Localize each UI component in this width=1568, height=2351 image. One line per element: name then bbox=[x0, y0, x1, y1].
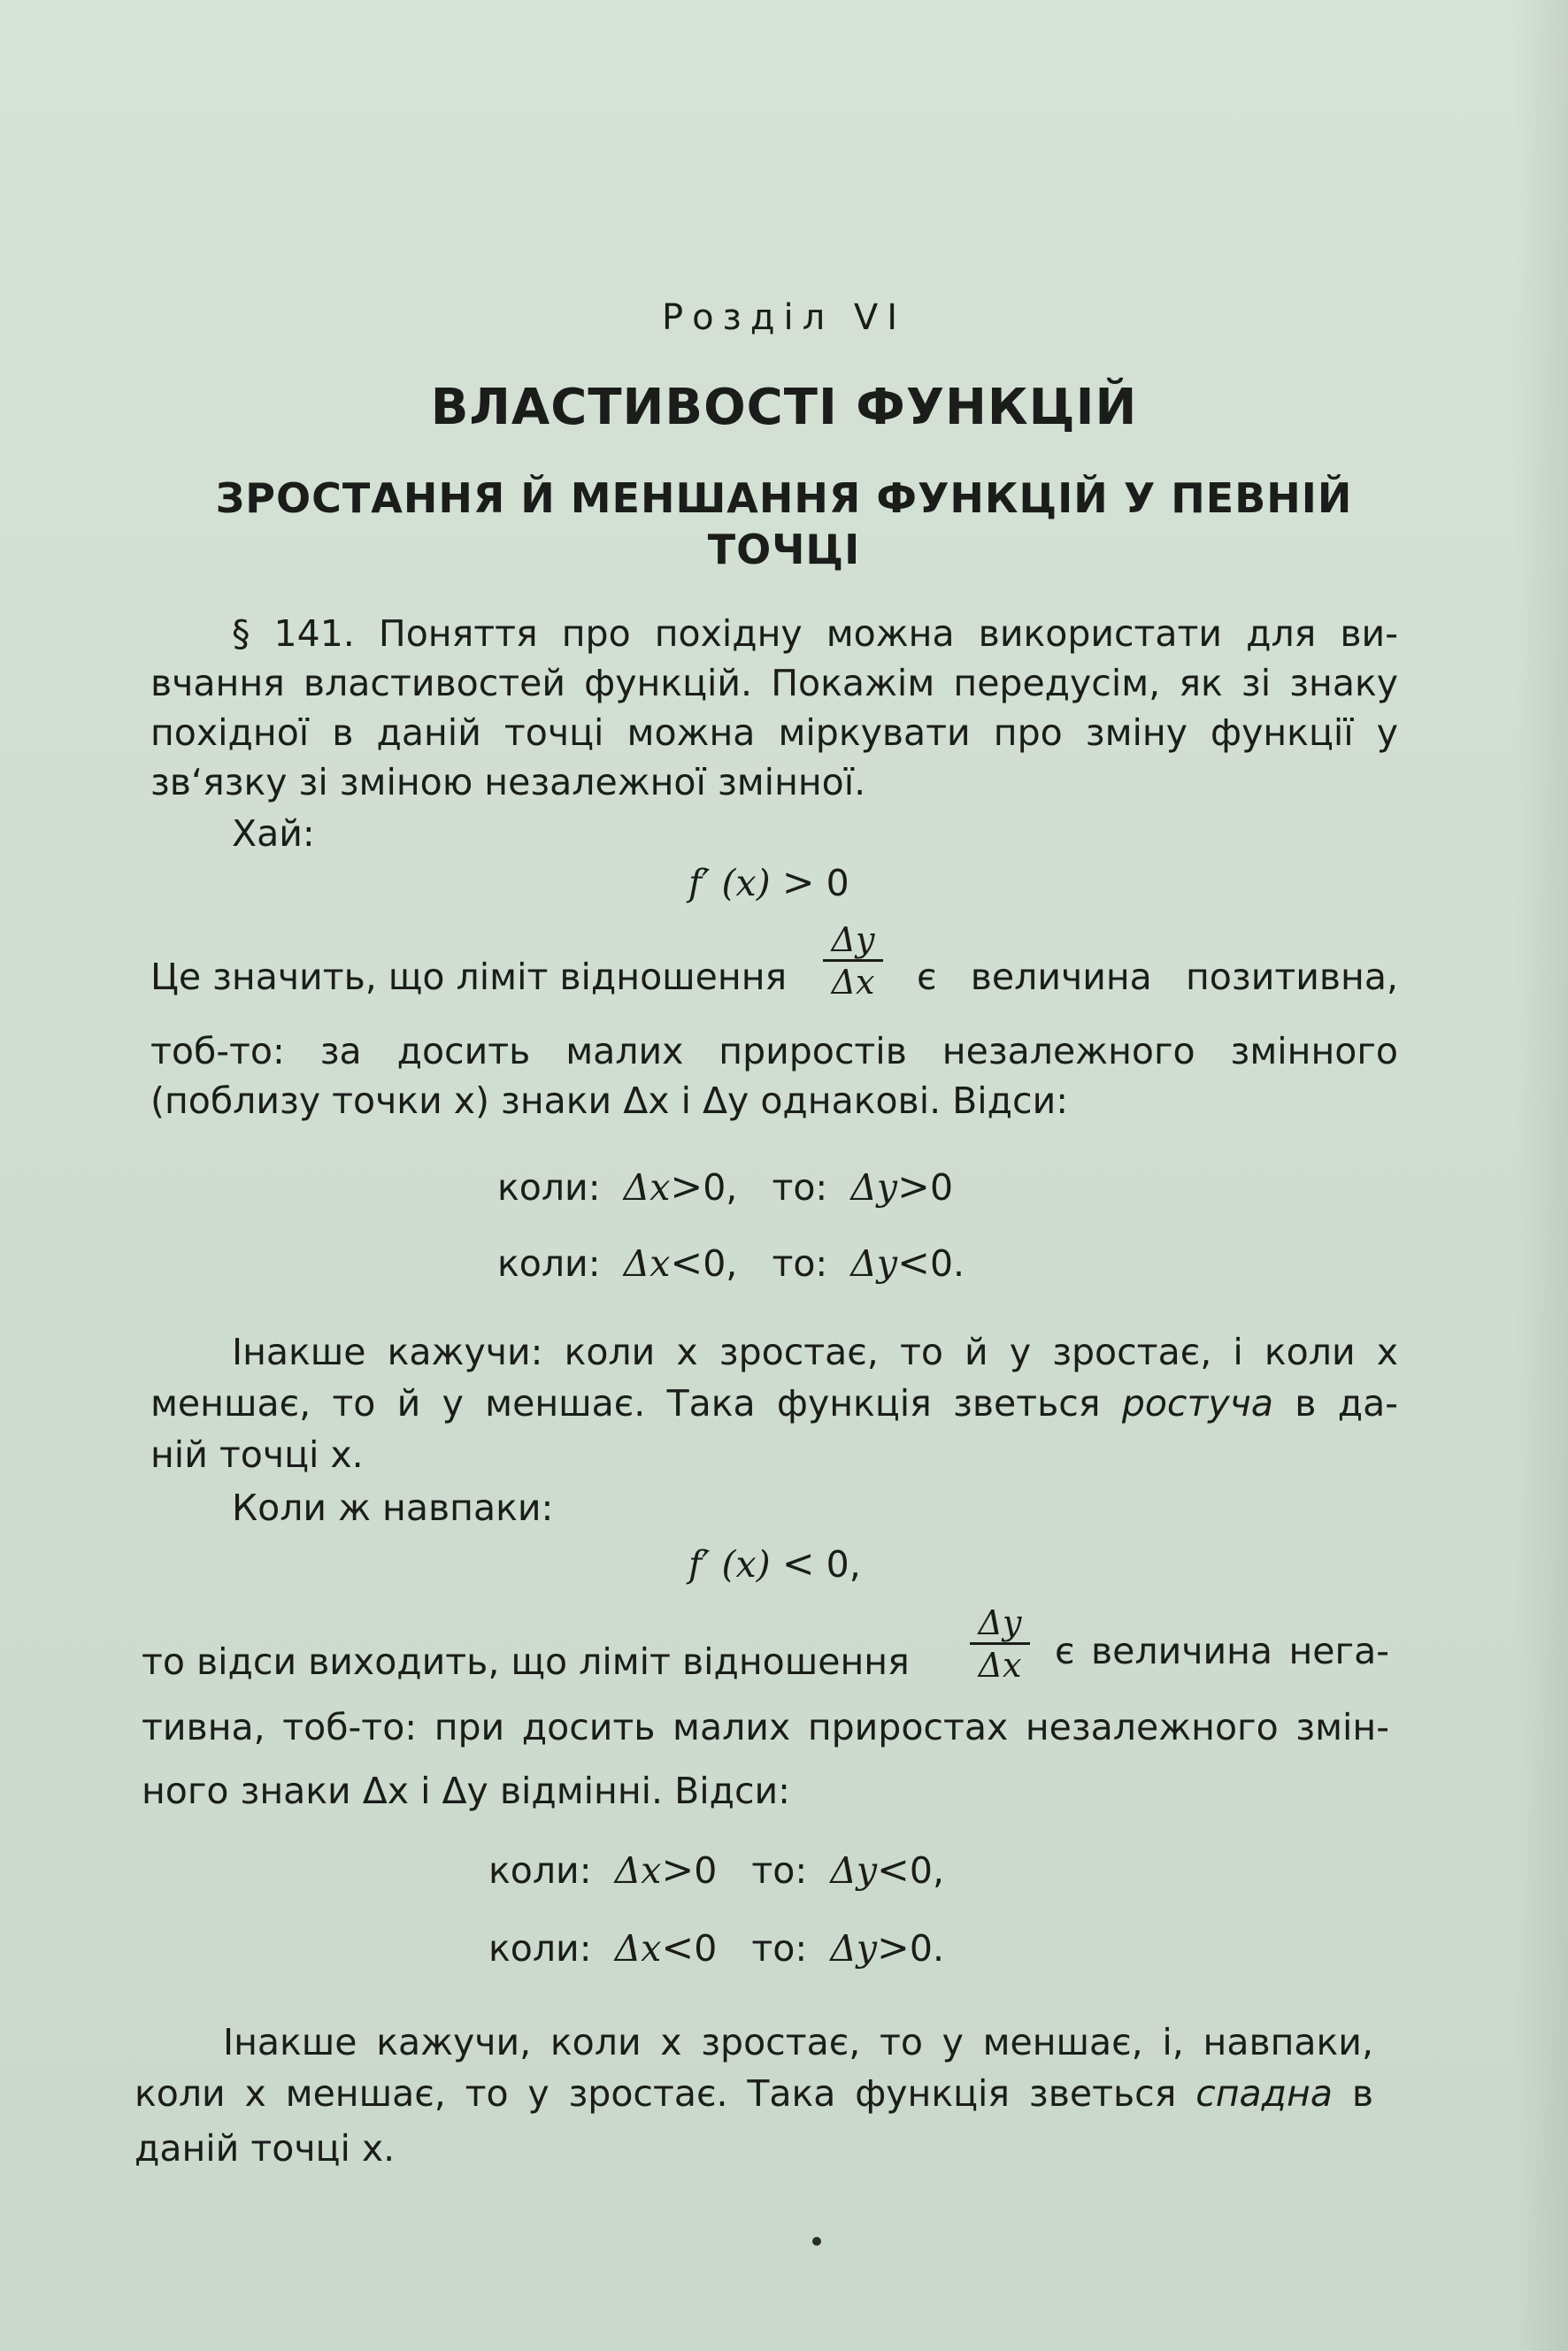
case-v2: 0, bbox=[909, 1849, 945, 1892]
para5-line3: даній точці x. bbox=[135, 2127, 396, 2170]
case-op2: > bbox=[897, 1164, 930, 1210]
para2-line1-after: є величина позитивна, bbox=[917, 956, 1398, 998]
para4-line1-before: то відси виходить, що ліміт відношення bbox=[142, 1640, 910, 1683]
para1-line1: § 141. Поняття про похідну можна використати для ви- bbox=[232, 612, 1398, 655]
case-row-2 bbox=[497, 1241, 965, 1286]
case-op2: < bbox=[897, 1241, 930, 1286]
formula-lhs: f′ (x) bbox=[688, 862, 771, 904]
para1-line3: похідної в даній точці можна міркувати про зміну функції у bbox=[150, 711, 1398, 754]
formula-op: < bbox=[781, 1541, 815, 1587]
fraction-denominator: Δx bbox=[978, 1646, 1022, 1685]
case-op2: > bbox=[877, 1925, 910, 1971]
para1-line4: зв‘язку зі зміною незалежної змінної. bbox=[150, 761, 866, 803]
case-when: коли: bbox=[488, 1849, 592, 1892]
para5-line2 bbox=[135, 2069, 1373, 2118]
case-row-4 bbox=[488, 1925, 944, 1971]
case-then: то: bbox=[751, 1927, 808, 1970]
case-then: то: bbox=[772, 1242, 828, 1285]
term-decreasing: спадна bbox=[1195, 2072, 1333, 2115]
case-v2: 0 bbox=[929, 1166, 954, 1209]
let-label: Хай: bbox=[232, 812, 315, 855]
para3-line2-post: в да- bbox=[1295, 1382, 1398, 1425]
case-then: то: bbox=[772, 1166, 828, 1209]
case-op1: > bbox=[670, 1164, 703, 1210]
chapter-title: ВЛАСТИВОСТІ ФУНКЦІЙ bbox=[430, 379, 1138, 436]
para4-line1-after: є величина нега- bbox=[1055, 1630, 1389, 1672]
para3-line1: Інакше кажучи: коли x зростає, то й y зростає, і коли x bbox=[232, 1331, 1398, 1373]
case-rhs: Δy bbox=[830, 1927, 878, 1970]
fraction-numerator: Δy bbox=[831, 920, 875, 959]
case-rhs: Δy bbox=[850, 1242, 898, 1285]
chapter-label: Розділ VI bbox=[661, 297, 907, 338]
section-title-line2: ТОЧЦІ bbox=[707, 526, 861, 573]
para5-line2-pre: коли x меншає, то y зростає. Така функція зветься bbox=[135, 2072, 1177, 2115]
case-op1: > bbox=[661, 1848, 695, 1893]
case-v1: 0, bbox=[703, 1166, 738, 1209]
case-when: коли: bbox=[497, 1242, 601, 1285]
case-rhs: Δy bbox=[830, 1849, 878, 1892]
case-when: коли: bbox=[488, 1927, 592, 1970]
case-then: то: bbox=[751, 1849, 808, 1892]
case-op2: < bbox=[877, 1848, 910, 1893]
fraction-denominator: Δx bbox=[831, 963, 875, 1002]
page-edge-shadow bbox=[1515, 0, 1568, 2351]
formula-derivative-positive bbox=[688, 860, 849, 905]
case-v1: 0 bbox=[694, 1927, 718, 1970]
print-speck bbox=[812, 2237, 821, 2246]
case-row-3 bbox=[488, 1848, 944, 1893]
para3-line2-pre: меншає, то й y меншає. Така функція зветься bbox=[150, 1382, 1101, 1425]
fraction-dy-dx bbox=[821, 920, 885, 1003]
para4-line2: тивна, тоб-то: при досить малих приростах незалежного змін- bbox=[142, 1706, 1389, 1748]
para3-line2 bbox=[150, 1379, 1398, 1428]
para3-line3: ній точці x. bbox=[150, 1433, 364, 1476]
case-lhs: Δx bbox=[614, 1927, 662, 1970]
case-v2: 0. bbox=[909, 1927, 945, 1970]
para4-line3: ного знаки Δx і Δy відмінні. Відси: bbox=[142, 1770, 790, 1812]
formula-lhs: f′ (x) bbox=[688, 1543, 771, 1586]
para2-line3: (поблизу точки x) знаки Δx і Δy однакові. Відси: bbox=[150, 1079, 1069, 1122]
case-lhs: Δx bbox=[623, 1242, 671, 1285]
conversely-label: Коли ж навпаки: bbox=[232, 1487, 554, 1529]
case-v1: 0 bbox=[694, 1849, 718, 1892]
para2-line2: тоб-то: за досить малих приростів незалежного змінного bbox=[150, 1030, 1398, 1072]
fraction-numerator: Δy bbox=[978, 1603, 1022, 1642]
case-v2: 0. bbox=[929, 1242, 965, 1285]
case-when: коли: bbox=[497, 1166, 601, 1209]
case-row-1 bbox=[497, 1164, 953, 1210]
case-lhs: Δx bbox=[614, 1849, 662, 1892]
formula-rhs: 0, bbox=[826, 1543, 861, 1586]
formula-derivative-negative bbox=[688, 1541, 861, 1587]
fraction-dy-dx-2 bbox=[968, 1603, 1032, 1686]
case-op1: < bbox=[670, 1241, 703, 1286]
formula-rhs: 0 bbox=[826, 862, 849, 904]
para2-line1-before: Це значить, що ліміт відношення bbox=[150, 956, 788, 998]
section-title-line1: ЗРОСТАННЯ Й МЕНШАННЯ ФУНКЦІЙ У ПЕВНІЙ bbox=[215, 474, 1353, 522]
case-rhs: Δy bbox=[850, 1166, 898, 1209]
case-lhs: Δx bbox=[623, 1166, 671, 1209]
term-increasing: ростуча bbox=[1121, 1382, 1273, 1425]
case-v1: 0, bbox=[703, 1242, 738, 1285]
para5-line2-post: в bbox=[1351, 2072, 1373, 2115]
formula-op: > bbox=[781, 860, 815, 905]
para1-line2: вчання властивостей функцій. Покажім передусім, як зі знаку bbox=[150, 662, 1398, 704]
case-op1: < bbox=[661, 1925, 695, 1971]
para5-line1: Інакше кажучи, коли x зростає, то y меншає, і, навпаки, bbox=[223, 2021, 1373, 2063]
